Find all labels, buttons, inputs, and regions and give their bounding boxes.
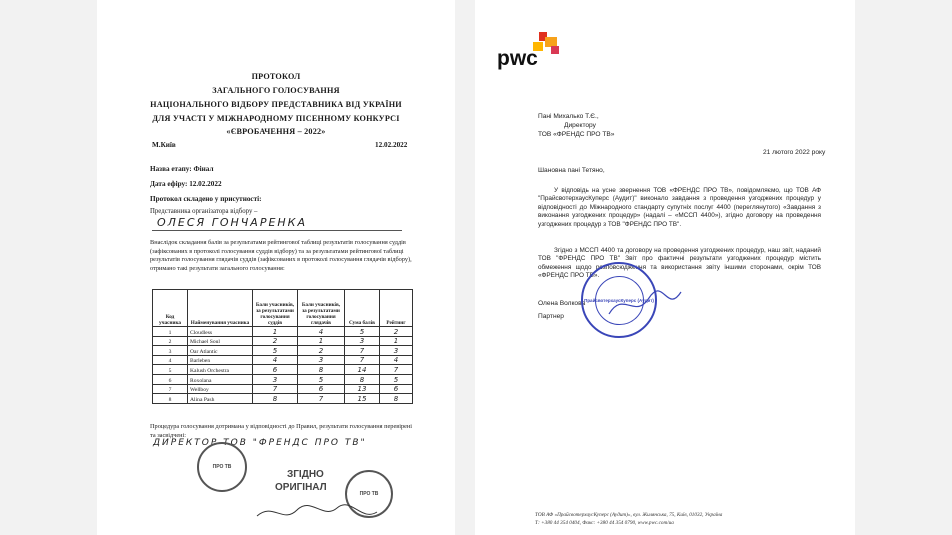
- letter-footer: [535, 512, 722, 527]
- cell-name: Alina Pash: [188, 394, 253, 404]
- cell-name: Cloudless: [188, 327, 253, 337]
- cell-viewers: 2: [298, 346, 345, 356]
- col-viewers: Бали учасників, за результатами голосування глядачів: [298, 290, 345, 327]
- cell-code: 7: [153, 384, 188, 394]
- original-word: ОРИГІНАЛ: [275, 482, 327, 493]
- cell-sum: 13: [345, 384, 380, 394]
- air-date: Дата ефіру: 12.02.2022: [150, 180, 222, 188]
- cell-judges: 2: [253, 336, 298, 346]
- table-row: [153, 384, 413, 394]
- cell-viewers: 3: [298, 355, 345, 365]
- summary-paragraph: Внаслідок складання балів за результатами рейтингової таблиці результатів голосування суддів (зафіксованих в протоколі голосування суддів відбору) та за результатами рейтингової таблиці результатів голосування глядачів суддів (зафіксованих в протоколі голосування глядачів відбору), отримано такі результати загального голосування:: [150, 239, 412, 272]
- col-judges: Бали учасників, за результатами голосування суддів: [253, 290, 298, 327]
- footer-address: ТОВ АФ «ПрайсвотерхаусКуперс (Аудит)», вул. Жилянська, 75, Київ, 01032, Україна: [535, 512, 723, 518]
- agreed-original-stamp: [275, 468, 345, 502]
- col-code: Код учасника: [153, 290, 188, 327]
- cell-judges: 4: [253, 355, 298, 365]
- table-row: [153, 336, 413, 346]
- salutation: Шановна пані Тетяно,: [538, 167, 605, 174]
- protocol-title-3: НАЦІОНАЛЬНОГО ВІДБОРУ ПРЕДСТАВНИКА ВІД УКРАЇНИ: [150, 100, 402, 109]
- cell-rating: 6: [380, 384, 413, 394]
- pwc-logo-text: pwc: [497, 47, 538, 70]
- pwc-letter-document: [475, 0, 855, 535]
- cell-judges: 1: [253, 327, 298, 337]
- results-table: [152, 289, 413, 404]
- cell-name: Roxolana: [188, 374, 253, 384]
- cell-sum: 8: [345, 374, 380, 384]
- addressee-line-2: Директору: [564, 122, 596, 129]
- cell-sum: 7: [345, 355, 380, 365]
- cell-sum: 14: [345, 365, 380, 375]
- cell-rating: 7: [380, 365, 413, 375]
- cell-judges: 6: [253, 365, 298, 375]
- round-stamp-left: [197, 442, 247, 492]
- cell-viewers: 4: [298, 327, 345, 337]
- cell-name: Oar Atlantic: [188, 346, 253, 356]
- addressee-line-1: Пані Михалько Т.Є.,: [538, 113, 599, 120]
- organizer-label: Представника організатора відбору –: [150, 208, 258, 215]
- paragraph-2: Згідно з МССП 4400 та договору на проведення узгоджених процедур, наш звіт, наданий ТОВ "ФРЕНДС ПРО ТВ" Звіт про фактичні результати узгоджених процедур містить обмеження щодо розповсюдження та використання звіту іншими сторонами, окрім ТОВ «ФРЕНДС ПРО ТВ».: [538, 247, 821, 280]
- stage-name: Назва етапу: Фінал: [150, 165, 214, 173]
- table-header-row: [153, 290, 413, 327]
- cell-code: 4: [153, 355, 188, 365]
- cell-code: 6: [153, 374, 188, 384]
- procedure-paragraph: Процедура голосування дотримана у відповідності до Правил, результати голосування перевірені та засвідчені:: [150, 423, 413, 439]
- cell-viewers: 1: [298, 336, 345, 346]
- organizer-name-handwritten: ОЛЕСЯ ГОНЧАРЕНКА: [157, 216, 308, 229]
- table-row: [153, 374, 413, 384]
- company-seal-text: ПрайсвотерхаусКуперс (Аудит): [584, 298, 654, 303]
- cell-sum: 15: [345, 394, 380, 404]
- protocol-title-2: ЗАГАЛЬНОГО ГОЛОСУВАННЯ: [212, 86, 340, 95]
- cell-code: 1: [153, 327, 188, 337]
- table-row: [153, 365, 413, 375]
- cell-code: 2: [153, 336, 188, 346]
- cell-sum: 5: [345, 327, 380, 337]
- table-row: [153, 346, 413, 356]
- table-row: [153, 327, 413, 337]
- director-handwritten: ДИРЕКТОР ТОВ "ФРЕНДС ПРО ТВ": [153, 438, 367, 448]
- city: М.Київ: [152, 141, 176, 149]
- cell-judges: 7: [253, 384, 298, 394]
- cell-viewers: 7: [298, 394, 345, 404]
- voting-protocol-document: [97, 0, 455, 535]
- col-sum: Сума балів: [345, 290, 380, 327]
- cell-code: 3: [153, 346, 188, 356]
- col-name: Найменування учасника: [188, 290, 253, 327]
- signature-blue: [605, 284, 685, 324]
- cell-rating: 5: [380, 374, 413, 384]
- protocol-title-1: ПРОТОКОЛ: [251, 72, 301, 81]
- underline: [152, 230, 402, 231]
- cell-name: Kalush Orchestra: [188, 365, 253, 375]
- protocol-title-5: «ЄВРОБАЧЕННЯ – 2022»: [226, 127, 326, 136]
- cell-rating: 4: [380, 355, 413, 365]
- addressee-line-3: ТОВ «ФРЕНДС ПРО ТВ»: [538, 131, 615, 138]
- signatory-name: Олена Волкова: [538, 300, 586, 307]
- round-stamp-label: ПРО ТВ: [212, 464, 232, 470]
- cell-rating: 3: [380, 346, 413, 356]
- cell-rating: 1: [380, 336, 413, 346]
- cell-viewers: 5: [298, 374, 345, 384]
- cell-judges: 5: [253, 346, 298, 356]
- letter-date: 21 лютого 2022 року: [763, 149, 826, 156]
- cell-rating: 2: [380, 327, 413, 337]
- cell-viewers: 8: [298, 365, 345, 375]
- cell-sum: 3: [345, 336, 380, 346]
- cell-name: Michael Soul: [188, 336, 253, 346]
- agreed-word: ЗГІДНО: [287, 469, 324, 480]
- cell-code: 8: [153, 394, 188, 404]
- col-rating: Рейтинг: [380, 290, 413, 327]
- protocol-title-4: ДЛЯ УЧАСТІ У МІЖНАРОДНОМУ ПІСЕННОМУ КОНКУРСІ: [152, 114, 400, 123]
- cell-judges: 3: [253, 374, 298, 384]
- cell-name: Barleben: [188, 355, 253, 365]
- cell-judges: 8: [253, 394, 298, 404]
- footer-contacts: Т: +380 44 354 0404, Факс: +380 44 354 0790, www.pwc.com/ua: [535, 519, 674, 526]
- protocol-presence: Протокол складено у присутності:: [150, 195, 262, 203]
- protocol-date: 12.02.2022: [375, 141, 408, 149]
- cell-rating: 8: [380, 394, 413, 404]
- cell-name: Wellboy: [188, 384, 253, 394]
- paragraph-1: У відповідь на усне звернення ТОВ «ФРЕНДС ПРО ТВ», повідомляємо, що ТОВ АФ "ПрайсвотерхаусКуперс (Аудит)" виконало завдання з проведення узгоджених процедур у відповідності до Міжнародного стандарту супутніх послуг 4400 (переглянутого) «Завдання з виконання узгоджених процедур» (надалі – «МССП 4400»), згідно договору на проведення узгоджених процедур з ТОВ "ФРЕНДС ПРО ТВ".: [538, 187, 821, 228]
- cell-viewers: 6: [298, 384, 345, 394]
- signature-scribble: [253, 498, 383, 528]
- round-stamp-right-label: ПРО ТВ: [359, 491, 379, 497]
- table-row: [153, 394, 413, 404]
- cell-sum: 7: [345, 346, 380, 356]
- signatory-title: Партнер: [538, 313, 564, 320]
- table-row: [153, 355, 413, 365]
- cell-code: 5: [153, 365, 188, 375]
